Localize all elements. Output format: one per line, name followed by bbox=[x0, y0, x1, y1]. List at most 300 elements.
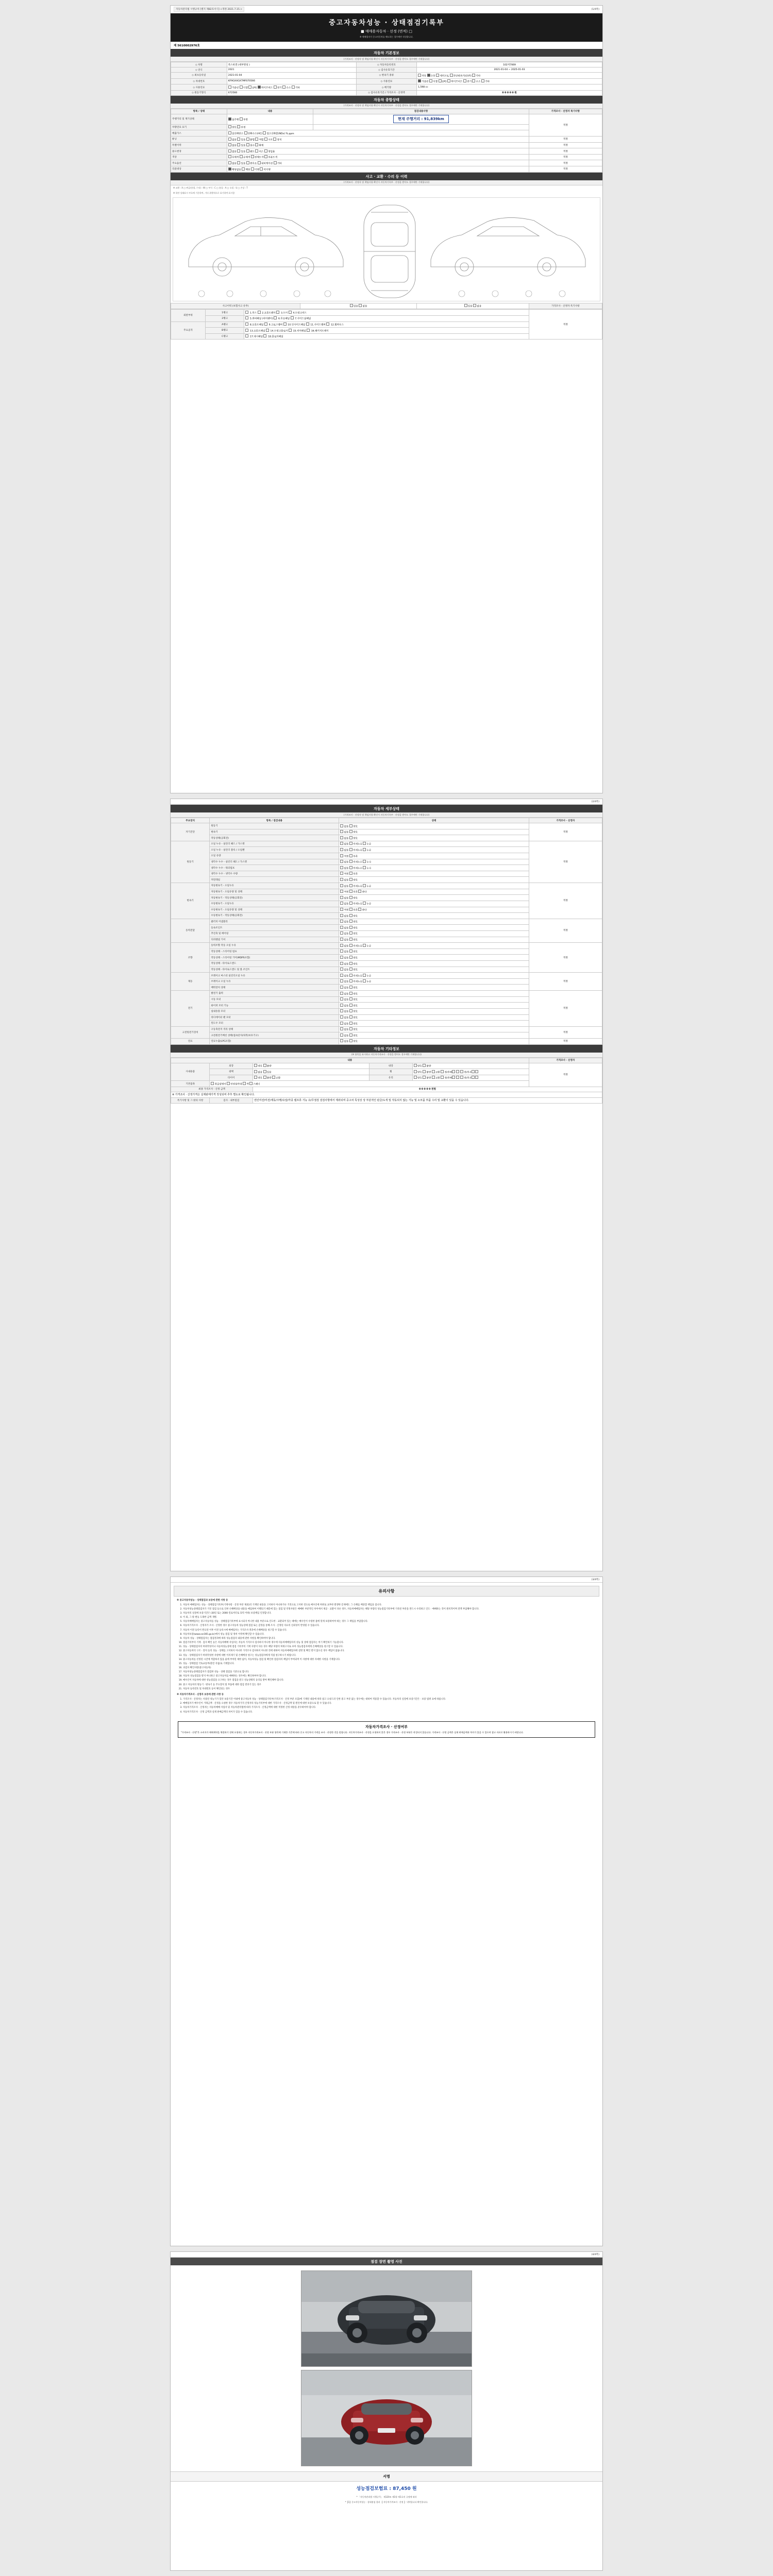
checkbox[interactable] bbox=[472, 1070, 475, 1073]
checkbox[interactable] bbox=[349, 931, 352, 935]
checkbox[interactable] bbox=[349, 968, 352, 971]
checkbox[interactable] bbox=[460, 1076, 463, 1079]
inspection-photo-front[interactable] bbox=[301, 2270, 472, 2367]
checkbox-checked[interactable] bbox=[228, 167, 231, 171]
checkbox[interactable] bbox=[340, 878, 343, 881]
checkbox[interactable] bbox=[289, 329, 292, 332]
checkbox[interactable] bbox=[340, 836, 343, 839]
detail-item-state-4-3[interactable]: 없음 양호 bbox=[339, 961, 529, 967]
checkbox[interactable] bbox=[340, 968, 343, 971]
checkbox[interactable] bbox=[349, 1004, 352, 1007]
detail-item-name-1-1: 오일 누유 - 실린더 블록 / 오일팬 bbox=[210, 847, 339, 853]
basic-value-5-2: 0 0 0 0 0 원 bbox=[417, 90, 602, 95]
detail-item-state-6-5[interactable]: 없음 양호 bbox=[339, 1021, 529, 1027]
checkbox[interactable] bbox=[439, 79, 442, 82]
checkbox[interactable] bbox=[340, 926, 343, 929]
checkbox[interactable] bbox=[264, 155, 267, 158]
detail-item-state-4-2[interactable]: 없음 양호 bbox=[339, 955, 529, 961]
notice-list-2 bbox=[177, 1698, 596, 1714]
checkbox[interactable] bbox=[237, 138, 240, 141]
checkbox[interactable] bbox=[340, 1004, 343, 1007]
other-value-2[interactable]: 양호 불량 교환 bbox=[253, 1075, 369, 1081]
inspection-photo-rear[interactable] bbox=[301, 2370, 472, 2466]
checkbox[interactable] bbox=[228, 143, 231, 146]
detail-items-2[interactable]: 8.프론트패널 9.크로스멤버 10.인사이드패널 11.사이드멤버 12.휠하우스 bbox=[244, 321, 529, 328]
checkbox[interactable] bbox=[243, 1082, 246, 1085]
inspector-block-label: 검사 · 내부점검 bbox=[210, 1097, 253, 1103]
detail-item-state-1-5[interactable]: 적정 부족 bbox=[339, 871, 529, 877]
detail-item-state-7-0[interactable]: 없음 양호 bbox=[339, 1026, 529, 1032]
checkbox[interactable] bbox=[452, 1076, 455, 1079]
overall-note-6: 적정 bbox=[529, 154, 602, 160]
checkbox[interactable] bbox=[306, 323, 309, 326]
checkbox[interactable] bbox=[245, 323, 248, 326]
checkbox[interactable] bbox=[340, 866, 343, 869]
checkbox[interactable] bbox=[472, 79, 475, 82]
overall-check-0[interactable]: 실주행 부정 bbox=[227, 114, 313, 124]
checkbox[interactable] bbox=[423, 1070, 426, 1073]
overall-check-1[interactable]: 양호 부정 bbox=[227, 124, 313, 130]
checkbox[interactable] bbox=[245, 311, 248, 314]
checkbox[interactable] bbox=[289, 311, 292, 314]
checkbox[interactable] bbox=[237, 149, 240, 152]
detail-item-name-0-1: 변속기 bbox=[210, 829, 339, 835]
detail-group-note-7: 적정 bbox=[529, 1026, 602, 1038]
checkbox[interactable] bbox=[340, 854, 343, 857]
checkbox[interactable] bbox=[237, 143, 240, 146]
checkbox[interactable] bbox=[282, 86, 285, 89]
checkbox[interactable] bbox=[456, 1070, 459, 1073]
overall-check-8[interactable]: 해당없음 해당 이행 미이행 bbox=[227, 166, 529, 173]
checkbox[interactable] bbox=[363, 866, 366, 869]
checkbox[interactable] bbox=[258, 161, 261, 164]
checkbox[interactable] bbox=[473, 304, 476, 307]
checkbox[interactable] bbox=[283, 323, 287, 326]
checkbox[interactable] bbox=[340, 1022, 343, 1025]
detail-item-state-1-1[interactable]: 없음 미세누유 누유 bbox=[339, 847, 529, 853]
overall-check-7[interactable]: 없음 있음 썬루프 내비게이션 기타 bbox=[227, 160, 529, 166]
checkbox[interactable] bbox=[363, 848, 366, 851]
checkbox[interactable] bbox=[349, 854, 352, 857]
detail-item-state-5-0[interactable]: 없음 미세누유 누유 bbox=[339, 973, 529, 979]
checkbox[interactable] bbox=[264, 138, 267, 141]
document-title-band bbox=[171, 13, 602, 42]
checkbox[interactable] bbox=[349, 1027, 352, 1030]
checkbox[interactable] bbox=[418, 74, 421, 77]
checkbox[interactable] bbox=[363, 902, 366, 905]
checkbox[interactable] bbox=[340, 956, 343, 959]
overall-check-3[interactable]: 없음 있음 불법 적법 구조 장치 bbox=[227, 137, 529, 143]
checkbox[interactable] bbox=[228, 125, 231, 128]
checkbox[interactable] bbox=[340, 1015, 343, 1019]
checkbox[interactable] bbox=[228, 149, 231, 152]
checkbox[interactable] bbox=[240, 117, 243, 121]
detail-item-state-6-0[interactable]: 없음 양호 bbox=[339, 991, 529, 997]
checkbox[interactable] bbox=[255, 138, 258, 141]
detail-item-state-2-5[interactable]: 없음 양호 bbox=[339, 913, 529, 919]
overall-note-3: 적정 bbox=[529, 137, 602, 143]
checkbox[interactable] bbox=[349, 914, 352, 917]
detail-item-name-6-4: 라디에이터 팬 모터 bbox=[210, 1014, 339, 1021]
checkbox[interactable] bbox=[436, 74, 439, 77]
checkbox[interactable] bbox=[340, 931, 343, 935]
detail-head-3: 가격조사 · 산정자 bbox=[529, 818, 602, 823]
checkbox[interactable] bbox=[472, 74, 475, 77]
basic-label-5-1: ◇ 원동기형식 bbox=[171, 90, 227, 95]
detail-item-state-0-0[interactable]: 없음 양호 bbox=[339, 823, 529, 829]
detail-item-name-3-3: 디퍼렌셜 기어 bbox=[210, 937, 339, 943]
checkbox[interactable] bbox=[447, 79, 450, 82]
checkbox[interactable] bbox=[349, 872, 352, 875]
checkbox[interactable] bbox=[340, 824, 343, 827]
checkbox[interactable] bbox=[240, 86, 243, 89]
checkbox[interactable] bbox=[246, 149, 249, 152]
checkbox[interactable] bbox=[246, 143, 249, 146]
checkbox-checked[interactable] bbox=[258, 86, 261, 89]
detail-item-state-2-3[interactable]: 없음 미세누유 누유 bbox=[339, 901, 529, 907]
detail-item-state-1-2[interactable]: 적정 부족 bbox=[339, 853, 529, 859]
table-row bbox=[171, 1097, 602, 1103]
other-basic-value[interactable]: 취급설명서 안전삼각대 잭 스패너 bbox=[210, 1081, 529, 1087]
checkbox[interactable] bbox=[349, 1015, 352, 1019]
detail-state-table bbox=[171, 818, 602, 1045]
checkbox[interactable] bbox=[258, 311, 261, 314]
checkbox[interactable] bbox=[475, 1076, 478, 1079]
checkbox[interactable] bbox=[463, 79, 466, 82]
checkbox-checked[interactable] bbox=[418, 79, 421, 82]
checkbox[interactable] bbox=[245, 334, 248, 337]
checkbox[interactable] bbox=[349, 997, 352, 1001]
photo-rear-svg bbox=[301, 2370, 472, 2466]
detail-item-state-2-0[interactable]: 없음 미세누유 누유 bbox=[339, 883, 529, 889]
detail-group-8: 연료 bbox=[171, 1038, 210, 1044]
checkbox[interactable] bbox=[272, 1076, 275, 1079]
table-row bbox=[171, 991, 602, 997]
checkbox[interactable] bbox=[349, 1009, 352, 1012]
detail-item-state-6-3[interactable]: 없음 양호 bbox=[339, 1008, 529, 1014]
checkbox[interactable] bbox=[340, 848, 343, 851]
checkbox[interactable] bbox=[245, 316, 248, 319]
checkbox[interactable] bbox=[254, 1076, 257, 1079]
checkbox[interactable] bbox=[254, 1064, 257, 1067]
checkbox[interactable] bbox=[249, 1082, 253, 1085]
checkbox[interactable] bbox=[263, 1076, 266, 1079]
checkbox[interactable] bbox=[264, 149, 267, 152]
notice-item-13: 14. 중고자동차를 선정된 시간에 적합하지 않을 줄에 부여된 제한 없이, 자동차성능 점검 및 확인한 점검자의 책임이 부여되며 이 사항에 대한 자세한 사항을 기재합니다. bbox=[183, 1658, 596, 1662]
checkbox[interactable] bbox=[349, 848, 352, 851]
checkbox[interactable] bbox=[349, 1022, 352, 1025]
other-value-1[interactable]: 없음 있음 bbox=[253, 1069, 369, 1075]
checkbox[interactable] bbox=[472, 1076, 475, 1079]
checkbox[interactable] bbox=[452, 1070, 455, 1073]
detail-group-7: 고전원전기장치 bbox=[171, 1026, 210, 1038]
checkbox[interactable] bbox=[432, 1076, 435, 1079]
page-number-1: (1/4쪽) bbox=[591, 8, 599, 11]
detail-item-state-2-2[interactable]: 없음 양호 bbox=[339, 895, 529, 901]
checkbox[interactable] bbox=[349, 842, 352, 845]
checkbox[interactable] bbox=[340, 902, 343, 905]
overall-state-table bbox=[171, 109, 602, 173]
checkbox[interactable] bbox=[349, 979, 352, 982]
checkbox[interactable] bbox=[263, 1070, 266, 1073]
checkbox[interactable] bbox=[349, 938, 352, 941]
detail-item-name-6-1: 시동 모터 bbox=[210, 996, 339, 1003]
basic-label-5-2: ◇ 검사유효기간 / 가격조사 · 산정액 bbox=[356, 90, 416, 95]
detail-item-state-4-1[interactable]: 없음 양호 bbox=[339, 948, 529, 955]
detail-items-4[interactable]: 17.대시패널 18.플로어패널 bbox=[244, 333, 529, 340]
checkbox[interactable] bbox=[363, 974, 366, 977]
checkbox[interactable] bbox=[266, 329, 269, 332]
checkbox-checked[interactable] bbox=[228, 117, 231, 121]
checkbox[interactable] bbox=[340, 997, 343, 1001]
checkbox[interactable] bbox=[349, 974, 352, 977]
checkbox[interactable] bbox=[340, 950, 343, 953]
checkbox[interactable] bbox=[211, 1082, 214, 1085]
checkbox[interactable] bbox=[255, 143, 258, 146]
checkbox[interactable] bbox=[340, 890, 343, 893]
other-value-0[interactable]: 양호 불량 bbox=[253, 1063, 369, 1069]
checkbox[interactable] bbox=[358, 890, 361, 893]
other-value2-2[interactable]: 양호 불량 교환 전/후좌 전/후우 bbox=[412, 1075, 529, 1081]
detail-items-1[interactable]: 5.쿼터패널 (리어펜더) 6.루프패널 7.사이드실패널 bbox=[244, 315, 529, 321]
checkbox[interactable] bbox=[349, 908, 352, 911]
checkbox[interactable] bbox=[274, 161, 277, 164]
checkbox[interactable] bbox=[358, 908, 361, 911]
checkbox[interactable] bbox=[350, 304, 353, 307]
checkbox[interactable] bbox=[291, 316, 294, 319]
detail-item-name-3-1: 등속조인트 bbox=[210, 925, 339, 931]
detail-item-name-7-1: 고전원전기배선 상태(접속단자/피복/보호기구) bbox=[210, 1032, 339, 1039]
checkbox[interactable] bbox=[340, 979, 343, 982]
checkbox[interactable] bbox=[307, 329, 310, 332]
detail-item-state-3-2[interactable]: 없음 양호 bbox=[339, 930, 529, 937]
checkbox[interactable] bbox=[340, 1039, 343, 1042]
overall-name-4: 특별이력 bbox=[171, 142, 227, 148]
checkbox[interactable] bbox=[255, 149, 258, 152]
checkbox[interactable] bbox=[228, 86, 231, 89]
detail-item-state-2-4[interactable]: 적정 부족 과다 bbox=[339, 907, 529, 913]
detail-item-state-6-1[interactable]: 없음 양호 bbox=[339, 996, 529, 1003]
detail-item-state-4-0[interactable]: 없음 미세누유 누유 bbox=[339, 943, 529, 949]
checkbox[interactable] bbox=[260, 167, 263, 171]
checkbox[interactable] bbox=[340, 962, 343, 965]
overall-check-6[interactable]: 무채색 유채색 전체도색 부분도색 bbox=[227, 154, 529, 160]
car-damage-diagram[interactable] bbox=[173, 197, 600, 301]
basic-label-1-2: ◇ 검사유효기간 bbox=[356, 67, 416, 73]
checkbox[interactable] bbox=[340, 860, 343, 863]
checkbox[interactable] bbox=[349, 986, 352, 989]
checkbox[interactable] bbox=[326, 323, 329, 326]
detail-item-name-4-2: 작동상태 - 스티어링 기어(MDPS포함) bbox=[210, 955, 339, 961]
detail-item-state-3-1[interactable]: 없음 양호 bbox=[339, 925, 529, 931]
checkbox[interactable] bbox=[423, 1076, 426, 1079]
detail-table-body bbox=[171, 823, 602, 1045]
checkbox[interactable] bbox=[340, 884, 343, 887]
other-value2-0[interactable]: 양호 불량 bbox=[412, 1063, 529, 1069]
table-row bbox=[171, 1092, 602, 1097]
notice-item-18: 19. 매수인이 자동차에 대한 성능점검을 요구하는 경우 점검을 받고 성능상태의 동의를 받아 확인해야 합니다. bbox=[183, 1679, 596, 1683]
detail-item-state-1-4[interactable]: 없음 미세누수 누수 bbox=[339, 865, 529, 871]
checkbox[interactable] bbox=[242, 167, 245, 171]
checkbox[interactable] bbox=[340, 944, 343, 947]
accident-value-1[interactable]: 있음 없음 bbox=[417, 303, 529, 309]
checkbox[interactable] bbox=[340, 842, 343, 845]
checkbox[interactable] bbox=[273, 138, 276, 141]
page2-header-strip bbox=[171, 799, 602, 805]
checkbox[interactable] bbox=[340, 1033, 343, 1037]
detail-item-state-5-2[interactable]: 없음 양호 bbox=[339, 985, 529, 991]
checkbox[interactable] bbox=[349, 836, 352, 839]
checkbox[interactable] bbox=[349, 824, 352, 827]
checkbox-checked[interactable] bbox=[427, 74, 430, 77]
checkbox[interactable] bbox=[349, 830, 352, 833]
checkbox[interactable] bbox=[274, 316, 277, 319]
checkbox[interactable] bbox=[263, 131, 266, 134]
checkbox[interactable] bbox=[441, 1070, 444, 1073]
checkbox[interactable] bbox=[264, 323, 267, 326]
checkbox[interactable] bbox=[228, 155, 231, 158]
checkbox[interactable] bbox=[244, 131, 247, 134]
checkbox[interactable] bbox=[340, 830, 343, 833]
checkbox[interactable] bbox=[254, 1070, 257, 1073]
overall-check-4[interactable]: 없음 있음 침수 화재 bbox=[227, 142, 529, 148]
detail-item-state-1-6[interactable]: 없음 양호 bbox=[339, 877, 529, 883]
checkbox[interactable] bbox=[363, 944, 366, 947]
notice-item-19: 20. 중고 자동차의 원동기 · 변속기 등 주요장치 및 부품에 대한 점검 결과가 있는 경우 bbox=[183, 1684, 596, 1687]
checkbox[interactable] bbox=[349, 884, 352, 887]
basic-label-0-1: ◇ 차명 bbox=[171, 62, 227, 67]
checkbox[interactable] bbox=[240, 155, 243, 158]
checkbox[interactable] bbox=[349, 962, 352, 965]
checkbox[interactable] bbox=[340, 896, 343, 899]
checkbox[interactable] bbox=[349, 926, 352, 929]
checkbox[interactable] bbox=[340, 1027, 343, 1030]
checkbox[interactable] bbox=[237, 125, 240, 128]
checkbox[interactable] bbox=[414, 1064, 417, 1067]
detail-item-state-1-0[interactable]: 없음 미세누유 누유 bbox=[339, 841, 529, 847]
checkbox[interactable] bbox=[340, 986, 343, 989]
checkbox[interactable] bbox=[349, 944, 352, 947]
notice-item-9: 10. 점검기록부의 기재 · 검사 확인 등은 자동차매매 사업자는 자동차 가격조사 검사하지 아니한 경우에 자동차매매업자의 성능 및 상태 점검자는 여기 확인하기 가능합니다. bbox=[183, 1641, 596, 1645]
checkbox[interactable] bbox=[359, 304, 362, 307]
detail-item-state-6-4[interactable]: 없음 양호 bbox=[339, 1014, 529, 1021]
checkbox[interactable] bbox=[274, 86, 277, 89]
detail-item-state-0-2[interactable]: 없음 양호 bbox=[339, 835, 529, 841]
notice-item-20: 21. 자동차 등록번호 및 차대번호 등이 확인되는 경우 bbox=[183, 1688, 596, 1691]
checkbox[interactable] bbox=[349, 902, 352, 905]
checkbox[interactable] bbox=[340, 920, 343, 923]
section-accident-subheader: (가격조사 · 산정자 및 책임사항 확인시 자동차기록부 · 산정을 받아도 경우에만 기재합니다) bbox=[171, 180, 602, 185]
detail-item-name-3-0: 클러치 어셈블리 bbox=[210, 919, 339, 925]
checkbox[interactable] bbox=[363, 842, 366, 845]
accident-value-0[interactable]: 있음 없음 bbox=[300, 303, 417, 309]
checkbox[interactable] bbox=[349, 1039, 352, 1042]
checkbox[interactable] bbox=[349, 992, 352, 995]
detail-item-state-1-3[interactable]: 없음 미세누수 누수 bbox=[339, 859, 529, 865]
detail-item-state-7-1[interactable]: 없음 양호 bbox=[339, 1032, 529, 1039]
checkbox[interactable] bbox=[251, 155, 254, 158]
detail-item-state-2-1[interactable]: 적정 부족 과다 bbox=[339, 889, 529, 895]
checkbox[interactable] bbox=[349, 920, 352, 923]
detail-item-state-6-2[interactable]: 없음 양호 bbox=[339, 1003, 529, 1009]
checkbox[interactable] bbox=[340, 872, 343, 875]
checkbox[interactable] bbox=[450, 74, 453, 77]
checkbox[interactable] bbox=[363, 884, 366, 887]
detail-item-state-3-3[interactable]: 없음 양호 bbox=[339, 937, 529, 943]
checkbox[interactable] bbox=[363, 860, 366, 863]
detail-item-state-4-4[interactable]: 없음 양호 bbox=[339, 967, 529, 973]
overall-check-2[interactable]: 일산화탄소 탄화수소(HC) 질소산화물(NOx) % ppm bbox=[227, 130, 529, 137]
checkbox[interactable] bbox=[464, 304, 467, 307]
checkbox[interactable] bbox=[246, 138, 249, 141]
checkbox[interactable] bbox=[340, 992, 343, 995]
checkbox[interactable] bbox=[263, 334, 266, 337]
checkbox[interactable] bbox=[245, 329, 248, 332]
detail-item-state-0-1[interactable]: 없음 양호 bbox=[339, 829, 529, 835]
checkbox[interactable] bbox=[423, 1064, 426, 1067]
checkbox[interactable] bbox=[456, 1076, 459, 1079]
checkbox[interactable] bbox=[349, 878, 352, 881]
checkbox[interactable] bbox=[340, 914, 343, 917]
checkbox[interactable] bbox=[349, 860, 352, 863]
checkbox[interactable] bbox=[340, 1009, 343, 1012]
checkbox[interactable] bbox=[349, 866, 352, 869]
checkbox[interactable] bbox=[251, 167, 254, 171]
checkbox[interactable] bbox=[349, 956, 352, 959]
checkbox[interactable] bbox=[475, 1070, 478, 1073]
checkbox[interactable] bbox=[248, 86, 251, 89]
overall-note-0: 적정 bbox=[529, 114, 602, 136]
other-value2-1[interactable]: 양호 불량 교환 전/후좌 전/후우 bbox=[412, 1069, 529, 1075]
checkbox[interactable] bbox=[340, 908, 343, 911]
detail-item-state-8-0[interactable]: 없음 양호 bbox=[339, 1038, 529, 1044]
checkbox[interactable] bbox=[263, 1064, 266, 1067]
checkbox[interactable] bbox=[429, 79, 432, 82]
detail-item-state-3-0[interactable]: 없음 양호 bbox=[339, 919, 529, 925]
checkbox[interactable] bbox=[228, 138, 231, 141]
section-other-subheader: (※ 항목을 표시하고 자동차가격조사 · 산정을 받아도 경우에만 기재합니다) bbox=[171, 1053, 602, 1058]
checkbox[interactable] bbox=[349, 950, 352, 953]
detail-group-6: 전기 bbox=[171, 991, 210, 1027]
checkbox[interactable] bbox=[432, 1070, 435, 1073]
overall-check-5[interactable]: 없음 있음 렌트 리스 영업용 bbox=[227, 148, 529, 155]
checkbox[interactable] bbox=[414, 1070, 417, 1073]
checkbox[interactable] bbox=[460, 1070, 463, 1073]
checkbox[interactable] bbox=[227, 1082, 230, 1085]
checkbox[interactable] bbox=[228, 161, 231, 164]
checkbox[interactable] bbox=[276, 311, 279, 314]
detail-group-5: 제동 bbox=[171, 973, 210, 991]
checkbox[interactable] bbox=[340, 974, 343, 977]
checkbox[interactable] bbox=[349, 896, 352, 899]
checkbox[interactable] bbox=[349, 890, 352, 893]
checkbox[interactable] bbox=[349, 1033, 352, 1037]
detail-items-3[interactable]: 13.프론트패널 14.트렁크플로어 15.리어패널 16.패키지트레이 bbox=[244, 328, 529, 334]
checkbox[interactable] bbox=[363, 979, 366, 982]
checkbox[interactable] bbox=[228, 131, 231, 134]
checkbox[interactable] bbox=[414, 1076, 417, 1079]
checkbox[interactable] bbox=[340, 938, 343, 941]
checkbox[interactable] bbox=[246, 161, 249, 164]
checkbox[interactable] bbox=[292, 86, 295, 89]
checkbox[interactable] bbox=[441, 1076, 444, 1079]
detail-item-state-5-1[interactable]: 없음 미세누유 누유 bbox=[339, 978, 529, 985]
detail-items-0[interactable]: 1.후드 2.프론트펜더 3.도어 4.트렁크리드 bbox=[244, 310, 529, 316]
overall-name-8: 리콜대상 bbox=[171, 166, 227, 173]
checkbox[interactable] bbox=[481, 79, 484, 82]
section-detail-subheader: (가격조사 · 산정자 및 책임사항 확인시 자동차기록부 · 산정을 받아도 경우에만 기재합니다) bbox=[171, 812, 602, 818]
checkbox[interactable] bbox=[237, 161, 240, 164]
